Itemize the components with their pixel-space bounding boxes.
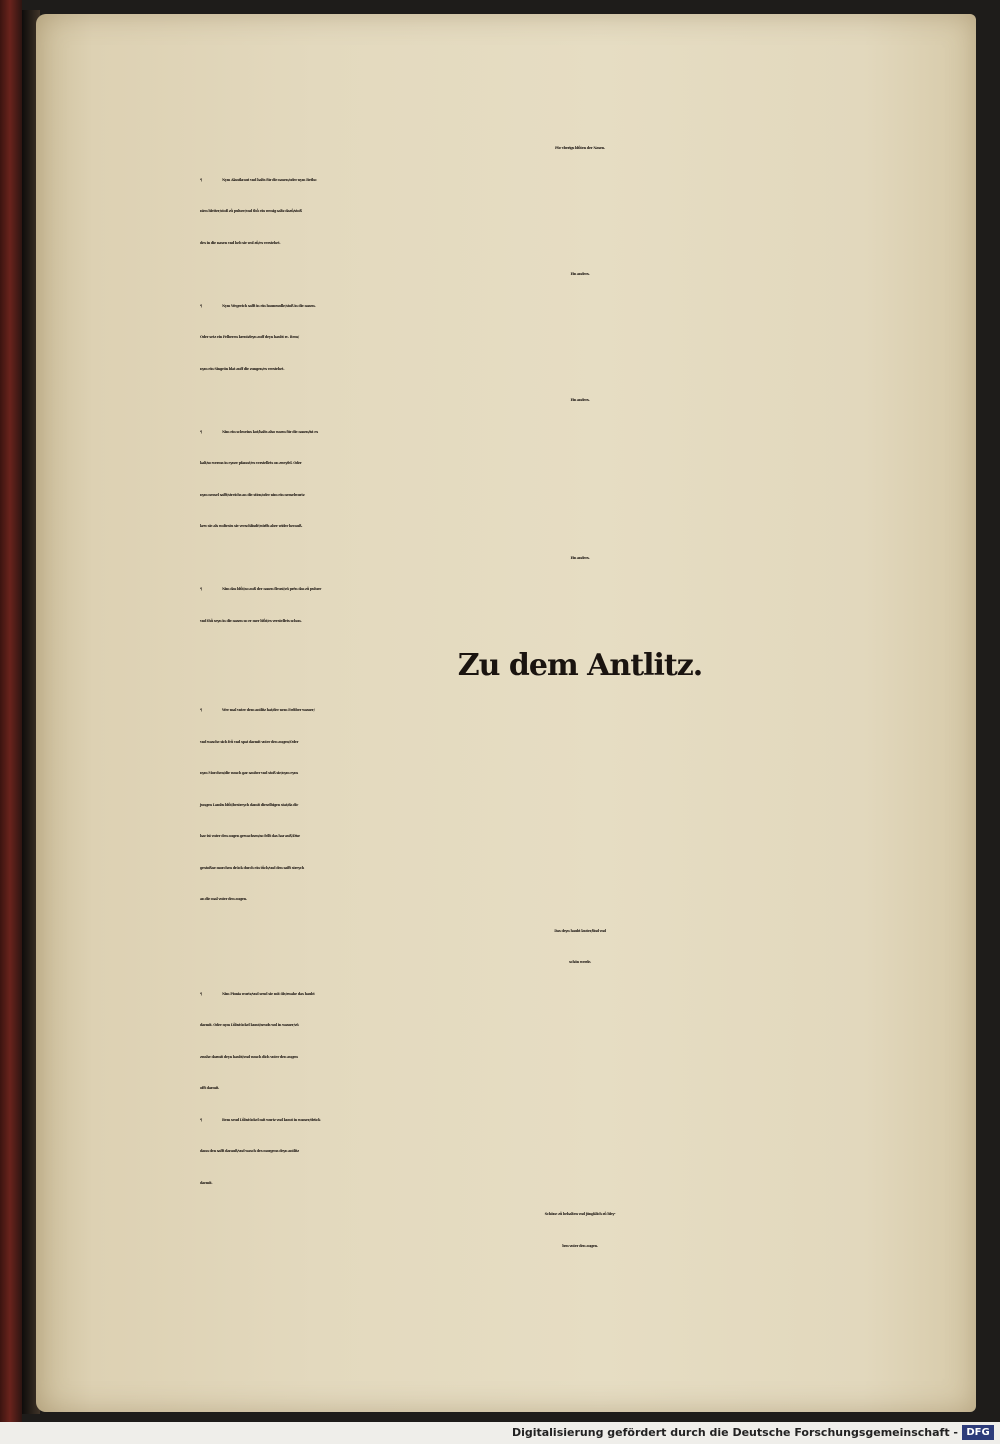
text-line: [200, 1136, 960, 1168]
line-text: darmit. Oder nym Lůbstückel kraut/seuds wol in wasser/vñ: [200, 1023, 299, 1027]
section-heading: [200, 637, 960, 695]
line-text: Nym Wegerich safft in ein baumwolle/stoß in die nasen.: [222, 303, 316, 308]
line-text: an die mal vnter den augen.: [200, 897, 247, 901]
line-text: ben vnter den augen.: [562, 1243, 598, 1248]
pilcrow-icon: ¶: [200, 587, 202, 591]
recipe-title: [200, 543, 960, 575]
pilcrow-icon: ¶: [200, 991, 202, 996]
line-text: Ein anders.: [570, 555, 590, 560]
line-text: Nym Alantkraut vnd halts für die nasen/oder nym Betho: [222, 177, 317, 182]
line-text: Ein anders.: [570, 398, 590, 402]
text-line: [200, 196, 960, 228]
recipe-title: [200, 385, 960, 417]
line-text: Nim ein schweins kot/halts also warm für die nasen/ist es: [222, 429, 318, 434]
text-line: [200, 758, 960, 790]
line-text: des in die nasen vnd heb sie wol zů/es verstehet.: [200, 240, 281, 245]
text-line: [200, 1073, 960, 1105]
funding-notice: Digitalisierung gefördert durch die Deutsche Forschungsgemeinschaft -: [511, 1426, 958, 1439]
text-line: [200, 1042, 960, 1074]
text-line: [200, 448, 960, 480]
recipe-title: [200, 947, 960, 979]
line-text: Für vberigs blůten der Nasen.: [555, 146, 605, 150]
line-text: dann den safft darauß/vnd wasch des morgens deyn antlitz: [200, 1149, 299, 1153]
footer-bar: [0, 1422, 1000, 1444]
line-text: gestoßne morchen drück durch ein tůch/vnd den safft streych: [200, 865, 305, 870]
text-line: [200, 574, 960, 606]
text-line: [200, 291, 960, 323]
line-text: nym ein Singrön blat auff die zungen/es verstehet.: [200, 366, 285, 371]
text-line: [200, 884, 960, 916]
text-line: [200, 1105, 960, 1137]
line-text: Das deyn haubt lauter/lind vnd: [554, 928, 606, 933]
line-text: Ein anders.: [570, 272, 590, 276]
text-line: [200, 480, 960, 512]
line-text: nien bletter/stoß zů puluer/vnd thů ein wenig saltz dazů/stoß: [200, 209, 302, 213]
text-line: [200, 790, 960, 822]
text-line: [200, 979, 960, 1011]
pilcrow-icon: ¶: [200, 177, 202, 182]
book-binding-edge: [0, 0, 22, 1422]
text-line: [200, 1168, 960, 1200]
recipe-title: [200, 1199, 960, 1231]
pilcrow-icon: ¶: [200, 1117, 202, 1122]
text-line: [200, 727, 960, 759]
line-text: kalt/so werms in eyner pfannē/es verstellets on zweyfel. Oder: [200, 461, 302, 465]
text-line: [200, 821, 960, 853]
text-line: [200, 1010, 960, 1042]
line-text: nym Morchen/die wasch gar sauber vnd stoß sie/nym eyns: [200, 771, 298, 775]
recipe-title: [200, 133, 960, 165]
line-text: vnd wasche sich frů vnd spat darmit vnter den augen/Oder: [200, 739, 299, 744]
text-line: [200, 853, 960, 885]
text-line: [200, 606, 960, 638]
line-text: nym nessel safft/streichs an die stirn/oder nim ein nesselwurtz: [200, 492, 305, 497]
pilcrow-icon: ¶: [200, 303, 202, 308]
text-line: [200, 417, 960, 449]
line-text: vnd thů seyn in die nasen so er mer blůt/es verstellets schon.: [200, 618, 302, 623]
dfg-logo: DFG: [962, 1425, 994, 1440]
line-text: jungen Lambs blůt/bestreych damit dieselbigen stat/da dir: [200, 802, 298, 807]
line-text: kew sie als woltestu sie verschlindē/wirffs aber wider herauß.: [200, 524, 303, 528]
line-text: har ist vnter den augen gewachsen/so fellt das har auß/Dise: [200, 834, 300, 838]
text-line: [200, 165, 960, 197]
line-text: Nim Pionia wurtz/vnd seud sie mit öle/zwahe das haubt: [222, 991, 315, 996]
text-line: [200, 228, 960, 260]
page-text-block: [200, 133, 960, 1262]
recipe-title: [200, 1231, 960, 1263]
recipe-title: [200, 259, 960, 291]
text-line: [200, 511, 960, 543]
line-text: Nim das blůt/so auß der nasen fleust/vñ prēn das zů puluer: [222, 587, 322, 591]
line-text: Item seud Lůbstückel mit wurtz vnd kraut in wasser/drück: [222, 1117, 321, 1122]
line-text: Zu dem Antlitz.: [457, 648, 703, 683]
line-text: schön werde.: [568, 960, 592, 964]
text-line: [200, 322, 960, 354]
line-text: offt darmit.: [200, 1086, 220, 1090]
line-text: Wer mal vnter dem antlitz hat/der nem Erdtber wasser/: [222, 708, 315, 712]
pilcrow-icon: ¶: [200, 429, 202, 434]
line-text: darmit.: [200, 1180, 213, 1185]
pilcrow-icon: ¶: [200, 708, 202, 712]
text-line: [200, 695, 960, 727]
line-text: zwahe darmit deyn haubt/vnd wasch dich vnter den augen: [200, 1054, 298, 1059]
recipe-title: [200, 916, 960, 948]
line-text: Schöne zů behalten vnd jüngklich zů bley-: [544, 1212, 616, 1216]
line-text: Oder setz ein Felberen krentzleyn auff deyn haubt rc. Item/: [200, 335, 299, 339]
text-line: [200, 354, 960, 386]
